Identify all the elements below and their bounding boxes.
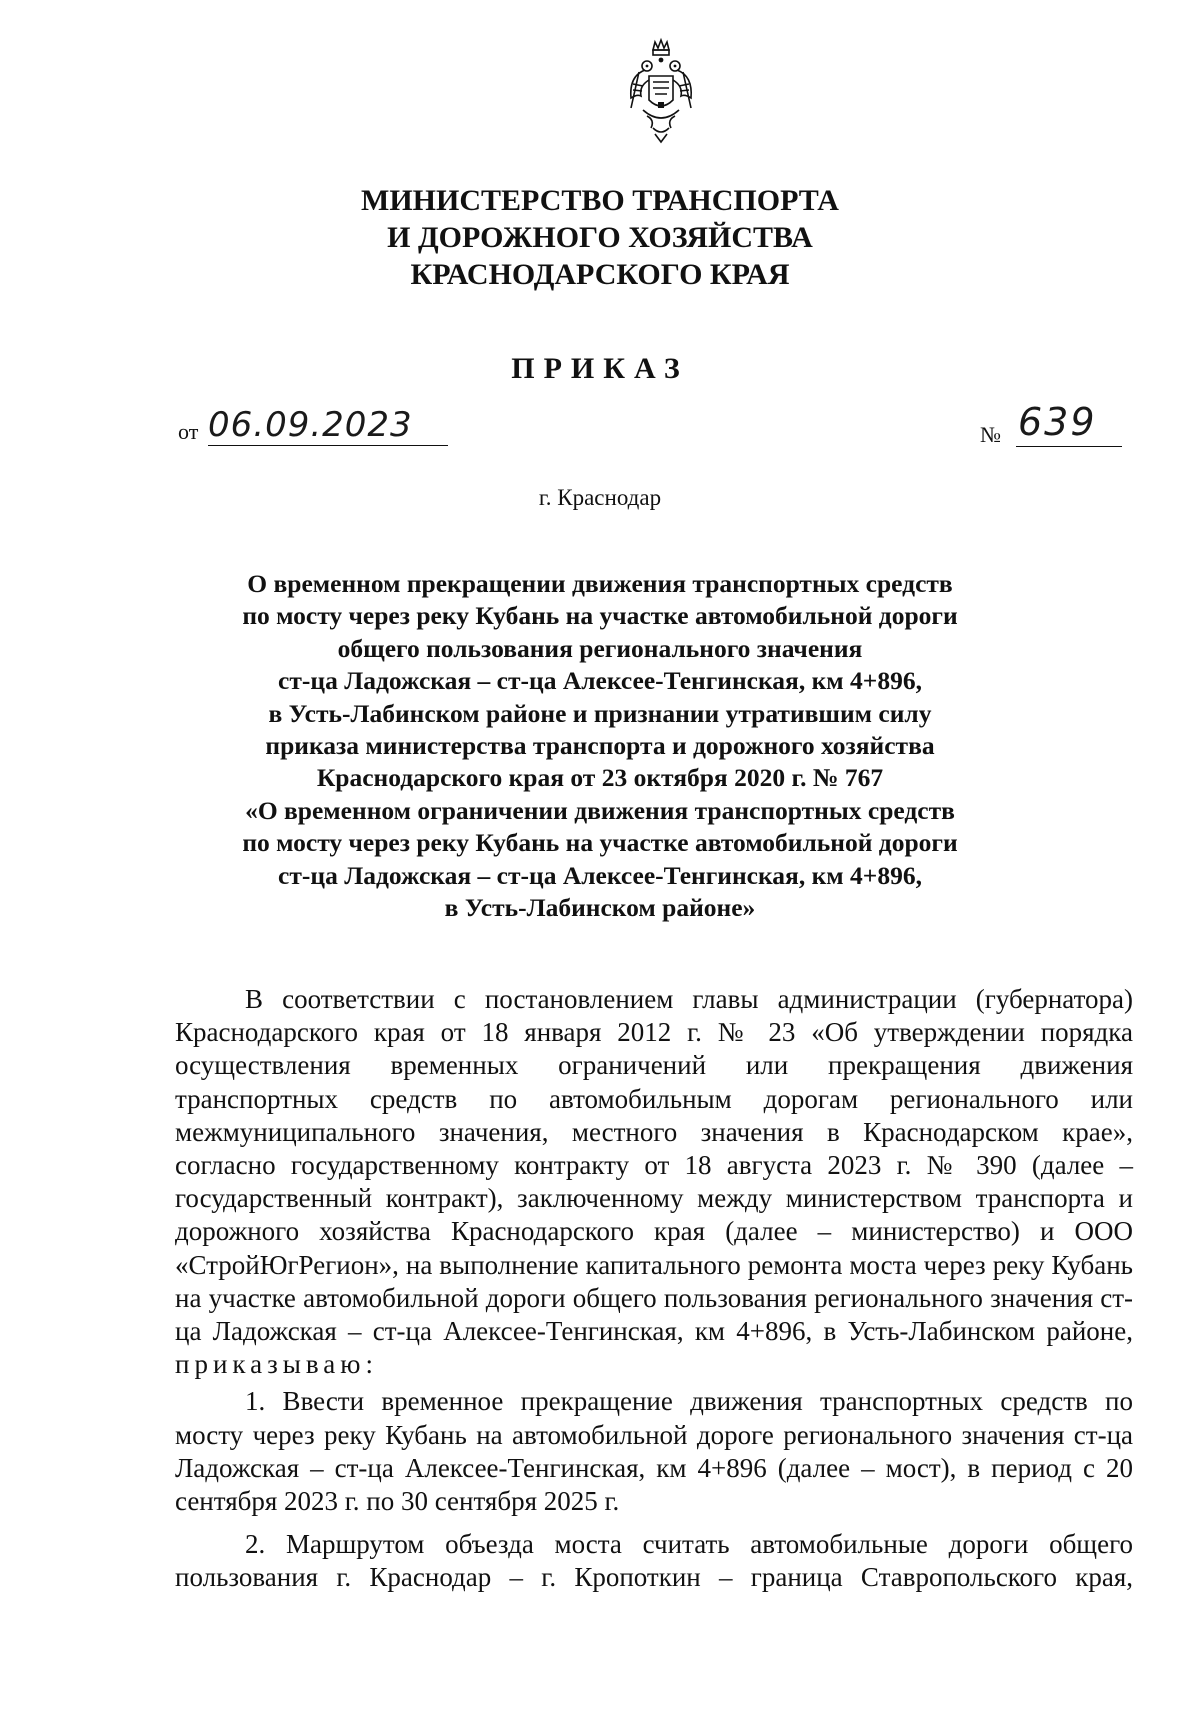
coat-of-arms-icon bbox=[625, 36, 697, 146]
order-item-1: 1. Ввести временное прекращение движения транспортных средств по мосту через реку Кубань на автомобильной дороге регионального значения ст-ца Ладожская – ст-ца Алексее-Тенгинская, км 4+896 (далее – мост), в период с 20 сентября 2023 г. по 30 сентября 2025 г. bbox=[175, 1386, 1133, 1517]
subject-line: приказа министерства транспорта и дорожного хозяйства bbox=[265, 731, 935, 761]
order-item-2: 2. Маршрутом объезда моста считать автомобильные дороги общего пользования г. Краснодар – г. Кропоткин – граница Ставропольского края, bbox=[175, 1529, 1133, 1593]
order-word: приказываю: bbox=[175, 1349, 378, 1380]
date-handwritten: 06.09.2023 bbox=[208, 405, 413, 445]
subject-line: Краснодарского края от 23 октября 2020 г. № 767 bbox=[316, 763, 884, 793]
subject-line: ст-ца Ладожская – ст-ца Алексее-Тенгинская, км 4+896, bbox=[278, 666, 922, 696]
subject-line: по мосту через реку Кубань на участке автомобильной дороги bbox=[242, 601, 958, 631]
preamble-paragraph bbox=[175, 983, 1133, 1381]
order-body bbox=[175, 983, 1133, 1595]
number-prefix: № bbox=[980, 422, 1001, 447]
date-underline bbox=[208, 445, 448, 446]
ministry-line: И ДОРОЖНОГО ХОЗЯЙСТВА bbox=[387, 221, 813, 254]
ministry-name bbox=[0, 182, 1200, 293]
number-underline bbox=[1016, 446, 1122, 447]
order-subject bbox=[0, 568, 1200, 924]
subject-line: по мосту через реку Кубань на участке автомобильной дороги bbox=[242, 828, 958, 858]
subject-line: ст-ца Ладожская – ст-ца Алексее-Тенгинская, км 4+896, bbox=[278, 860, 922, 890]
subject-line: О временном прекращении движения транспортных средств bbox=[247, 569, 953, 598]
subject-line: «О временном ограничении движения транспортных средств bbox=[245, 795, 955, 825]
subject-line: в Усть-Лабинском районе и признании утратившим силу bbox=[268, 698, 932, 728]
subject-line: общего пользования регионального значения bbox=[337, 633, 863, 663]
subject-line: в Усть-Лабинском районе» bbox=[444, 893, 756, 923]
preamble-text: В соответствии с постановлением главы администрации (губернатора) Краснодарского края от 18 января 2012 г. № 23 «Об утверждении порядка осуществления временных ограничений или прекращения движения транспортных средств по автомобильным дорогам регионального или межмуниципального значения, местного значения в Краснодарском крае», согласно государственному контракту от 18 августа 2023 г. № 390 (далее – государственный контракт), заключенному между министерством транспорта и дорожного хозяйства Краснодарского края (далее – министерство) и ООО «СтройЮгРегион», на выполнение капитального ремонта моста через реку Кубань на участке автомобильной дороги общего пользования регионального значения ст-ца Ладожская – ст-ца Алексее-Тенгинская, км 4+896, в Усть-Лабинском районе, bbox=[175, 984, 1133, 1347]
order-number bbox=[980, 400, 1130, 450]
city: г. Краснодар bbox=[538, 485, 662, 510]
date-prefix: от bbox=[178, 419, 199, 444]
ministry-line: КРАСНОДАРСКОГО КРАЯ bbox=[410, 258, 790, 291]
document-type: ПРИКАЗ bbox=[511, 352, 689, 385]
number-handwritten: 639 bbox=[1018, 400, 1097, 444]
ministry-line: МИНИСТЕРСТВО ТРАНСПОРТА bbox=[361, 184, 839, 217]
